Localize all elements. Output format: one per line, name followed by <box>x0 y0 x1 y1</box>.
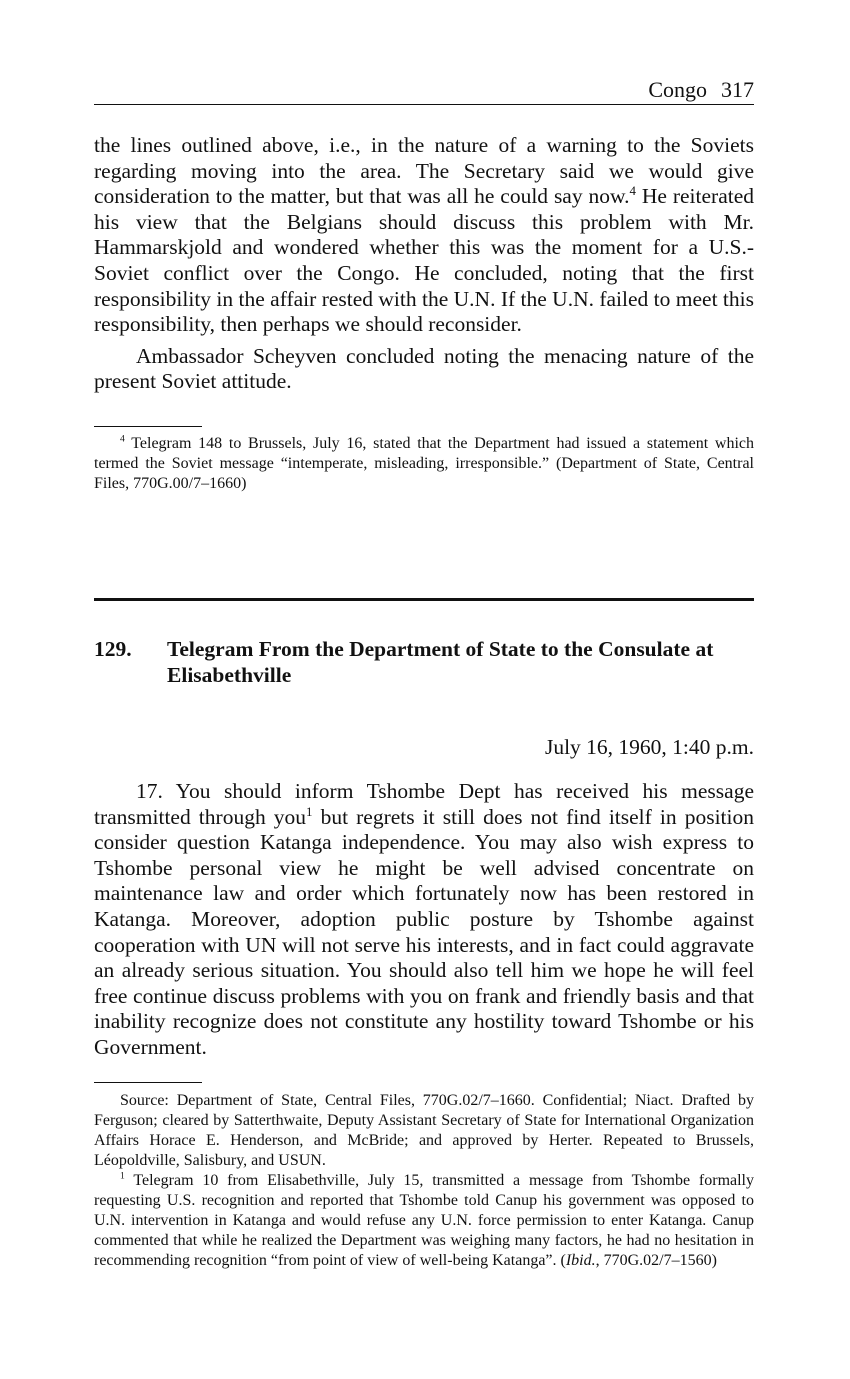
paragraph-text: 17. You should inform Tshombe Dept has received his message transmitted through you <box>94 779 754 829</box>
footnote-4 <box>94 434 754 494</box>
footnote-marker-1: 1 <box>120 1170 125 1182</box>
document-heading <box>94 636 754 688</box>
footnote-1 <box>94 1171 754 1271</box>
footnote-text: , 770G.02/7–1560) <box>595 1252 717 1269</box>
footnote-marker-4: 4 <box>120 433 125 445</box>
source-note-block <box>94 1091 754 1271</box>
footnote-ref-1: 1 <box>306 804 313 819</box>
footnote-text: Telegram 10 from Elisabethville, July 15, transmitted a message from Tshombe formally requesting U.S. recognition and reported that Tshombe told Canup his government was opposed to U.N. intervention in Katanga and would refuse any U.N. force permission to enter Katanga. Canup commented that while he realized the Department was weighing many factors, he had no hesitation in recommending recognition “from point of view of well-being Katanga”. ( <box>94 1172 754 1269</box>
paragraph-text: but regrets it still does not find itself in position consider question Katanga independence. You may also wish express to Tshombe personal view he might be well advised concentrate on maintenance law and order which fortunately now has been restored in Katanga. Moreover, adoption public posture by Tshombe against cooperation with UN will not serve his interests, and in fact could aggravate an already serious situation. You should also tell him we hope he will feel free continue discuss problems with you on frank and friendly basis and that inability recognize does not constitute any hostility toward Tshombe or his Government. <box>94 804 754 1059</box>
paragraph-scheyven: Ambassador Scheyven concluded noting the menacing nature of the present Soviet attitude. <box>94 343 754 394</box>
dateline: July 16, 1960, 1:40 p.m. <box>544 735 754 759</box>
paragraph-continued <box>94 133 754 338</box>
footnote-ref-4: 4 <box>629 184 636 199</box>
footnote-rule <box>94 1082 202 1083</box>
footnote-text: Telegram 148 to Brussels, July 16, stated that the Department had issued a statement which termed the Soviet message “intemperate, misleading, irresponsible.” (Department of State, Central Files, 770G.00/7–1660) <box>94 435 754 492</box>
document-title: Telegram From the Department of State to the Consulate at Elisabethville <box>167 637 714 687</box>
source-note: Source: Department of State, Central Files, 770G.02/7–1660. Confidential; Niact. Drafted by Ferguson; cleared by Satterthwaite, Deputy Assistant Secretary of State for International Organization Affairs Horace E. Henderson, and McBride; and approved by Herter. Repeated to Brussels, Léopoldville, Salisbury, and USUN. <box>94 1092 754 1169</box>
paragraph-text: the lines outlined above, i.e., in the nature of a warning to the Soviets regarding moving into the area. The Secretary said we would give consideration to the matter, but that was all he could say now. <box>94 133 754 209</box>
telegram-body <box>94 779 754 1061</box>
paragraph-text: He reiterated his view that the Belgians should discuss this problem with Mr. Hammarskjold and wondered whether this was the moment for a U.S.-Soviet conflict over the Congo. He concluded, noting that the first responsibility in the affair rested with the U.N. If the U.N. failed to meet this responsibility, then perhaps we should reconsider. <box>94 184 754 337</box>
ibid: Ibid. <box>565 1252 596 1269</box>
running-head-title: Congo <box>648 77 707 102</box>
running-head <box>94 78 754 105</box>
page-number: 317 <box>721 77 754 102</box>
telegram-paragraph <box>94 779 754 1061</box>
section-divider <box>94 598 754 601</box>
continued-text <box>94 133 754 395</box>
footnote-rule <box>94 426 202 427</box>
document-number: 129. <box>94 637 132 661</box>
